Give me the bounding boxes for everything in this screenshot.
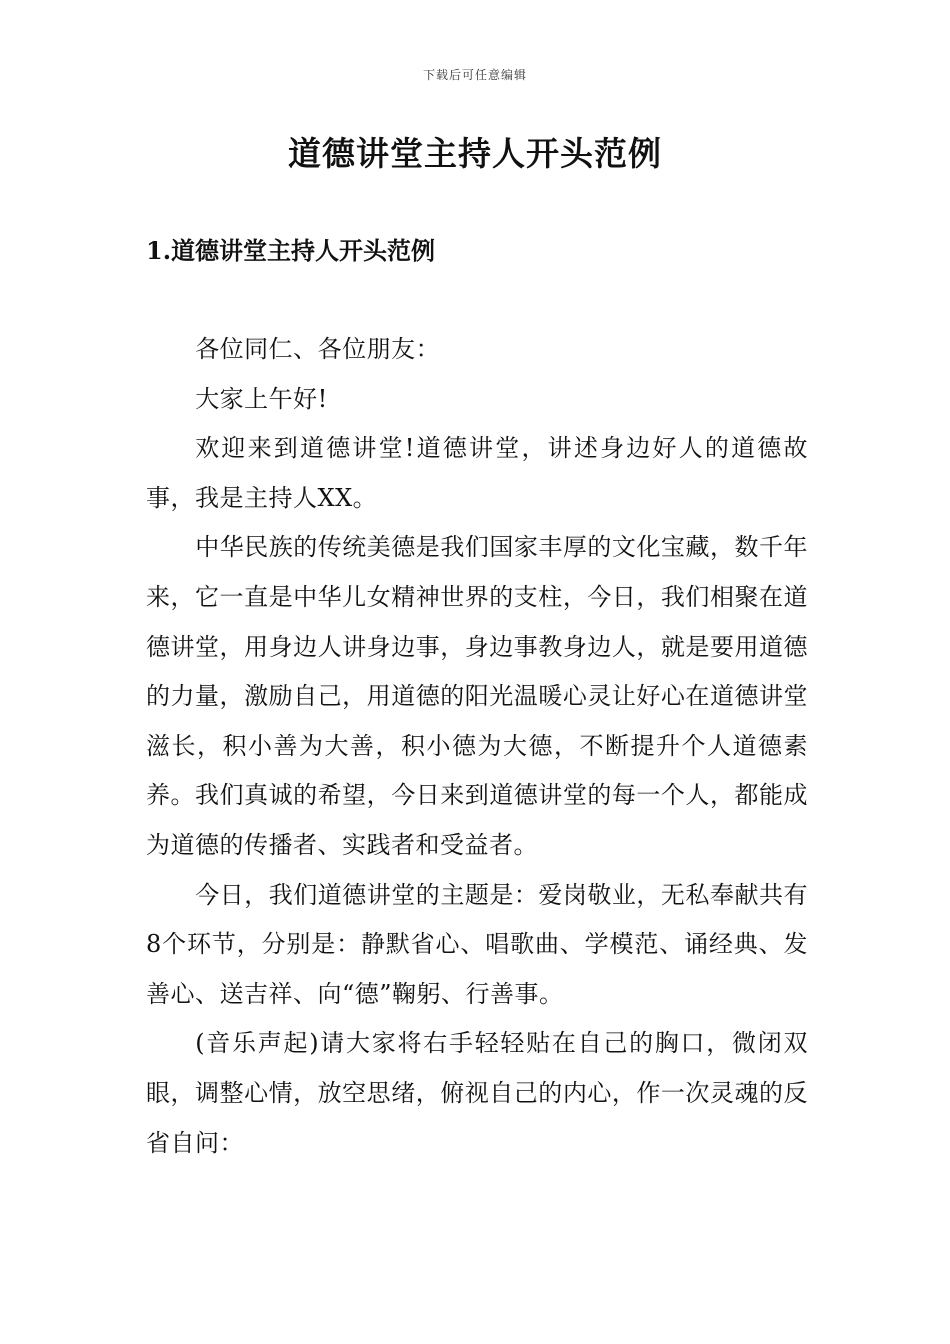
header-note: 下载后可任意编辑: [422, 68, 527, 82]
paragraph-greeting: 各位同仁、各位朋友：: [195, 335, 441, 363]
paragraph-tradition: 中华民族的传统美德是我们国家丰厚的文化宝藏，数千年来，它一直是中华儿女精神世界的支柱，今日，我们相聚在道德讲堂，用身边人讲身边事，身边事教身边人，就是要用道德的力量，激励自己，用道德的阳光温暖心灵让好心在道德讲堂滋长，积小善为大善，积小德为大德，不断提升个人道德素养。我们真诚的希望，今日来到道德讲堂的每一个人，都能成为道德的传播者、实践者和受益者。: [146, 533, 808, 859]
document-title: 道德讲堂主持人开头范例: [288, 134, 662, 173]
document-body: [146, 325, 808, 1168]
paragraph-good-morning: 大家上午好!: [195, 384, 328, 413]
section-heading: 1.道德讲堂主持人开头范例: [146, 236, 436, 265]
paragraph-theme: 今日，我们道德讲堂的主题是：爱岗敬业，无私奉献共有8个环节，分别是：静默省心、唱歌曲、学模范、诵经典、发善心、送吉祥、向“德”鞠躬、行善事。: [146, 880, 808, 1008]
paragraph-music: (音乐声起)请大家将右手轻轻贴在自己的胸口，微闭双眼，调整心情，放空思绪，俯视自己的内心，作一次灵魂的反省自问：: [146, 1029, 808, 1157]
paragraph-welcome: 欢迎来到道德讲堂!道德讲堂，讲述身边好人的道德故事，我是主持人XX。: [146, 434, 808, 512]
